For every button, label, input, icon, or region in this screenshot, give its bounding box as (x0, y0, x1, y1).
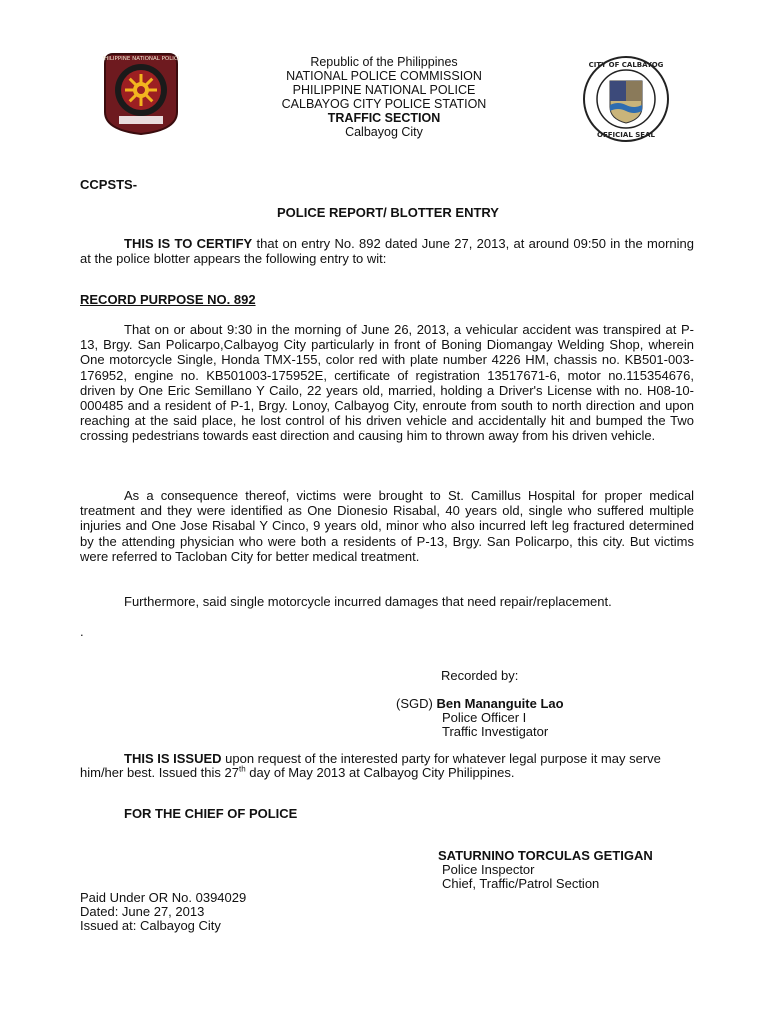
header-republic: Republic of the Philippines (310, 55, 458, 69)
recorder-rank: Police Officer I (442, 710, 527, 725)
issued-at: Issued at: Calbayog City (80, 918, 221, 933)
recorder-name: Ben Mananguite Lao (436, 696, 564, 711)
issued-lead: THIS IS ISSUED (124, 751, 222, 766)
damages-paragraph: Furthermore, said single motorcycle incurred damages that need repair/replacement. (124, 594, 612, 609)
signatory-position: Chief, Traffic/Patrol Section (442, 876, 600, 891)
certify-lead: THIS IS TO CERTIFY (124, 236, 253, 251)
signatory-rank: Police Inspector (442, 862, 535, 877)
issued-text-2b: day of May 2013 at Calbayog City Philippines. (245, 765, 515, 780)
recorder-signature-line (396, 696, 564, 711)
header-section: TRAFFIC SECTION (327, 111, 441, 125)
record-purpose-heading: RECORD PURPOSE NO. 892 (80, 292, 256, 307)
certify-paragraph (80, 236, 694, 266)
victims-paragraph: As a consequence thereof, victims were brought to St. Camillus Hospital for proper medical treatment and they were identified as One Dionesio Risabal, 40 years old, single who suffered multiple injuries and One Jose Risabal Y Cinco, 9 years old, minor who also incurred left leg fractured determined by the attending physician who were both a residents of P-13, Brgy. San Policarpo, this city. But victims were referred to Tacloban City for better medical treatment. (80, 488, 694, 564)
header-city: Calbayog City (345, 125, 423, 139)
date-paid: Dated: June 27, 2013 (80, 904, 205, 919)
header-pnp: PHILIPPINE NATIONAL POLICE (292, 83, 476, 97)
letterhead (0, 55, 768, 139)
header-napolcom: NATIONAL POLICE COMMISSION (286, 69, 482, 83)
stray-mark: . (80, 624, 84, 639)
incident-paragraph: That on or about 9:30 in the morning of June 26, 2013, a vehicular accident was transpired at P-13, Brgy. San Policarpo,Calbayog City particularly in front of Boning Diomangay Welding Shop, wherein One motorcycle Single, Honda TMX-155, color red with plate number 4226 HM, chassis no. KB501-003-176952, engine no. KB501003-175952E, certificate of registration 13517671-6, motor no.115354676, driven by One Eric Semillano Y Cailo, 22 years old, married, holding a Driver's License with no. H08-10-000485 and a resident of P-1, Brgy. Lonoy, Calbayog City, enroute from south to north direction and upon reaching at the said place, he lost control of his driven vehicle and accidentally hit and bumped the Two crossing pedestrians towards east direction and causing him to thrown away from his driven vehicle. (80, 322, 694, 444)
recorder-position: Traffic Investigator (442, 724, 549, 739)
issued-text-1: upon request of the interested party for whatever legal purpose it may serve (221, 751, 661, 766)
issued-line-1 (124, 751, 661, 766)
certify-text: that on entry No. 892 dated June 27, 2013, at around 09:50 in the morning at the police blotter appears the following entry to wit: (80, 236, 694, 267)
signatory-name: SATURNINO TORCULAS GETIGAN (438, 848, 653, 863)
issued-text-2a: him/her best. Issued this 27 (80, 765, 239, 780)
city-seal-bottom-text: OFFICIAL SEAL (597, 131, 655, 139)
pnp-logo-text: PHILIPPINE NATIONAL POLICE (103, 56, 179, 62)
or-number: Paid Under OR No. 0394029 (80, 890, 247, 905)
sgd-mark: (SGD) (396, 696, 437, 711)
document-title: POLICE REPORT/ BLOTTER ENTRY (277, 205, 499, 220)
for-chief-label: FOR THE CHIEF OF POLICE (124, 806, 298, 821)
city-seal-top-text: CITY OF CALBAYOG (588, 61, 664, 69)
issued-ordinal: th (238, 764, 246, 774)
header-station: CALBAYOG CITY POLICE STATION (281, 97, 487, 111)
recorded-by-label: Recorded by: (441, 668, 519, 683)
reference-number: CCPSTS- (80, 177, 138, 192)
issued-line-2 (80, 765, 514, 780)
